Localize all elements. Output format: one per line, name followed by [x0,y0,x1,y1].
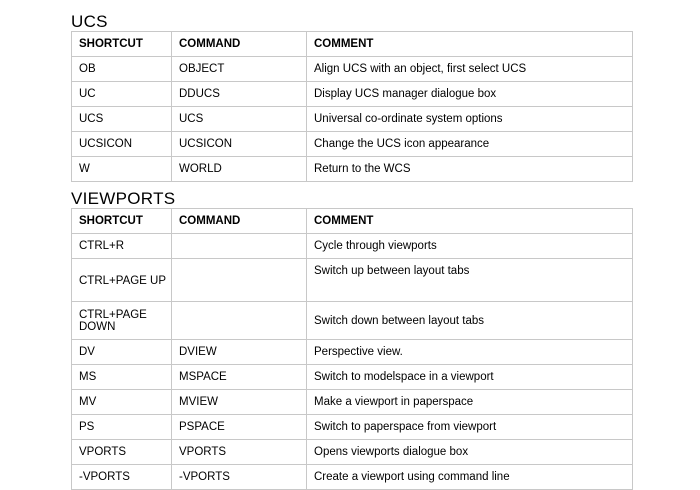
comment-cell: Opens viewports dialogue box [307,440,633,465]
table-row [72,440,633,465]
command-cell: UCS [172,107,307,132]
shortcut-cell: MS [72,365,172,390]
table-row [72,365,633,390]
shortcut-cell: CTRL+PAGE UP [72,259,172,302]
table-row [72,465,633,490]
table-row [72,157,633,182]
command-column-header: COMMAND [172,32,307,57]
shortcut-cell: PS [72,415,172,440]
command-cell: WORLD [172,157,307,182]
ucs-section-title: UCS [71,12,108,31]
comment-cell: Switch up between layout tabs [307,259,633,302]
shortcut-cell: UC [72,82,172,107]
shortcut-cell: MV [72,390,172,415]
command-cell: DDUCS [172,82,307,107]
shortcut-cell: VPORTS [72,440,172,465]
comment-cell: Switch to paperspace from viewport [307,415,633,440]
ucs-shortcut-table [71,31,633,182]
table-header-row [72,209,633,234]
comment-cell: Make a viewport in paperspace [307,390,633,415]
command-cell: MSPACE [172,365,307,390]
table-header-row [72,32,633,57]
table-row [72,259,633,302]
command-cell: DVIEW [172,340,307,365]
table-row [72,390,633,415]
table-row [72,107,633,132]
command-cell: OBJECT [172,57,307,82]
shortcut-cell: -VPORTS [72,465,172,490]
shortcut-cell: CTRL+R [72,234,172,259]
command-cell: -VPORTS [172,465,307,490]
command-cell: PSPACE [172,415,307,440]
command-cell: VPORTS [172,440,307,465]
shortcut-cell: DV [72,340,172,365]
shortcut-cell: UCSICON [72,132,172,157]
shortcut-cell: OB [72,57,172,82]
command-cell [172,302,307,340]
table-row [72,415,633,440]
command-cell: UCSICON [172,132,307,157]
shortcut-column-header: SHORTCUT [72,32,172,57]
command-cell: MVIEW [172,390,307,415]
viewports-section-title: VIEWPORTS [71,189,176,208]
comment-cell: Display UCS manager dialogue box [307,82,633,107]
command-column-header: COMMAND [172,209,307,234]
comment-cell: Switch to modelspace in a viewport [307,365,633,390]
comment-column-header: COMMENT [307,209,633,234]
command-cell [172,259,307,302]
table-row [72,340,633,365]
shortcut-cell: W [72,157,172,182]
comment-cell: Align UCS with an object, first select UCS [307,57,633,82]
command-cell [172,234,307,259]
shortcut-cell: CTRL+PAGE DOWN [72,302,172,340]
comment-cell: Universal co-ordinate system options [307,107,633,132]
comment-cell: Change the UCS icon appearance [307,132,633,157]
viewports-shortcut-table [71,208,633,490]
comment-column-header: COMMENT [307,32,633,57]
table-row [72,234,633,259]
comment-cell: Return to the WCS [307,157,633,182]
comment-cell: Create a viewport using command line [307,465,633,490]
table-row [72,132,633,157]
shortcut-column-header: SHORTCUT [72,209,172,234]
shortcut-cell: UCS [72,107,172,132]
table-row [72,302,633,340]
comment-cell: Cycle through viewports [307,234,633,259]
comment-cell: Perspective view. [307,340,633,365]
table-row [72,82,633,107]
table-row [72,57,633,82]
comment-cell: Switch down between layout tabs [307,302,633,340]
